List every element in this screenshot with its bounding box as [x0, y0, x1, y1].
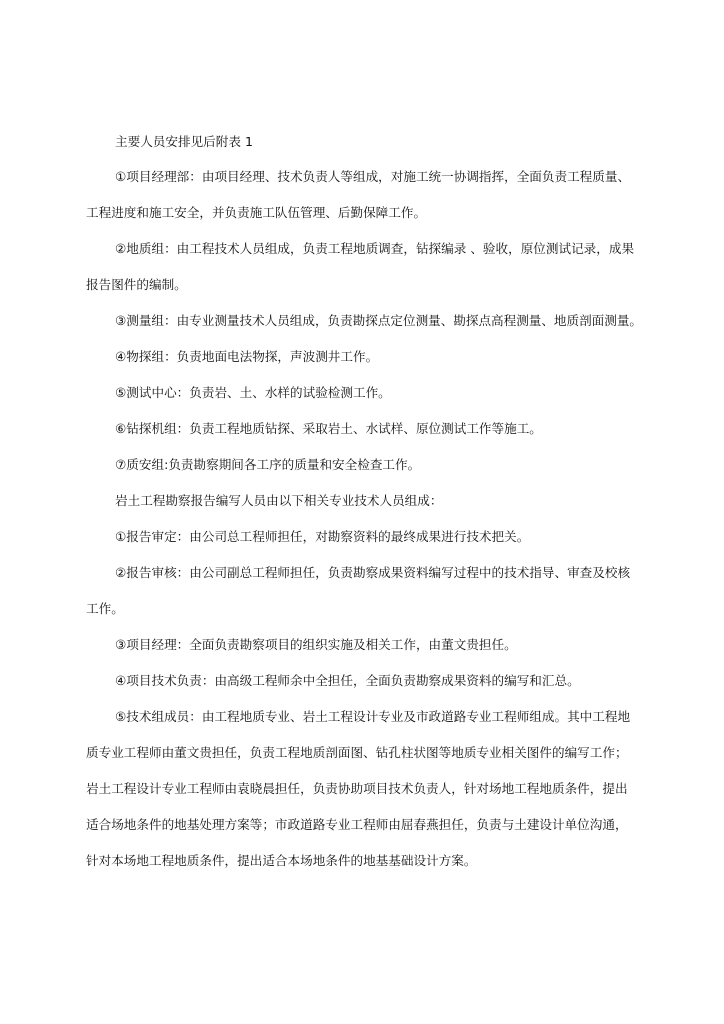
text-line: ④项目技术负责：由高级工程师余中全担任，全面负责勘察成果资料的编写和汇总。 — [115, 673, 580, 688]
text-line: 岩土工程勘察报告编写人员由以下相关专业技术人员组成： — [115, 493, 443, 508]
text-line: ⑤测试中心：负责岩、土、水样的试验检测工作。 — [115, 385, 391, 400]
text-line: ⑦质安组:负责勘察期间各工序的质量和安全检查工作。 — [115, 457, 421, 472]
text-line: ③测量组：由专业测量技术人员组成，负责勘探点定位测量、勘探点高程测量、地质剖面测量。 — [115, 313, 642, 328]
text-line: ①项目经理部：由项目经理、技术负责人等组成，对施工统一协调指挥，全面负责工程质量、 — [115, 169, 631, 184]
text-line: 工程进度和施工安全，并负责施工队伍管理、后勤保障工作。 — [86, 205, 427, 220]
text-line: ①报告审定：由公司总工程师担任，对勘察资料的最终成果进行技术把关。 — [115, 529, 530, 544]
text-line: ④物探组：负责地面电法物探，声波测井工作。 — [115, 349, 379, 364]
text-line: 岩土工程设计专业工程师由袁晓晨担任，负责协助项目技术负责人，针对场地工程地质条件，提出 — [86, 781, 628, 796]
text-line: ②地质组：由工程技术人员组成，负责工程地质调查，钻探编录 、验收，原位测试记录，成果 — [115, 241, 635, 256]
text-line: ②报告审核：由公司副总工程师担任，负责勘察成果资料编写过程中的技术指导、审查及校核 — [115, 565, 631, 580]
text-line: 针对本场地工程地质条件，提出适合本场地条件的地基基础设计方案。 — [86, 853, 477, 868]
text-line: ③项目经理：全面负责勘察项目的组织实施及相关工作，由董文贵担任。 — [115, 637, 517, 652]
text-line: 适合场地条件的地基处理方案等；市政道路专业工程师由屈春燕担任，负责与土建设计单位沟通， — [86, 817, 628, 832]
text-line: ⑤技术组成员：由工程地质专业、岩土工程设计专业及市政道路专业工程师组成。其中工程地 — [115, 709, 631, 724]
text-line: 主要人员安排见后附表 1 — [115, 134, 253, 149]
text-line: 质专业工程师由董文贵担任，负责工程地质剖面图、钻孔柱状图等地质专业相关图件的编写工作； — [86, 745, 628, 760]
text-line: 报告图件的编制。 — [86, 277, 187, 292]
text-line: ⑥钻探机组：负责工程地质钻探、采取岩土、水试样、原位测试工作等施工。 — [115, 421, 542, 436]
text-line: 工作。 — [86, 601, 124, 616]
